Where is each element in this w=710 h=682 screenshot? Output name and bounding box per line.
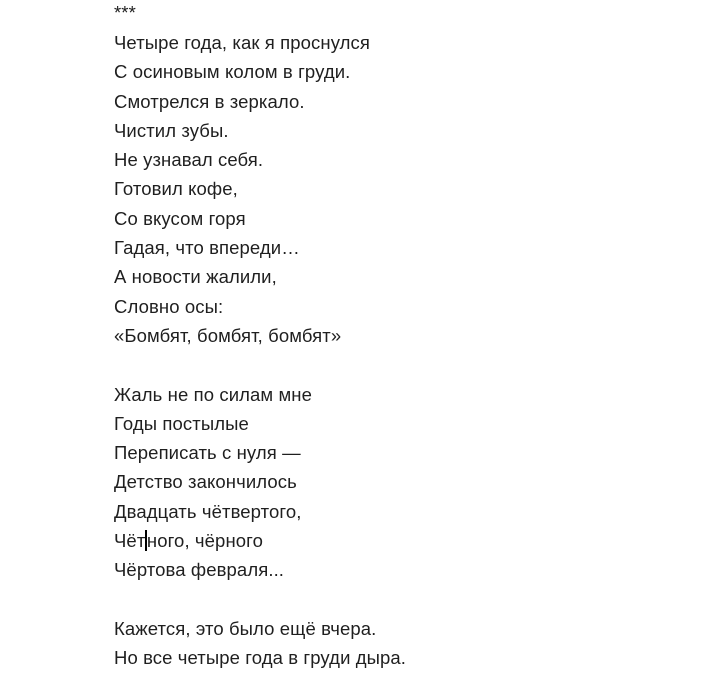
document-body[interactable]	[114, 0, 694, 673]
poem-line: Чёртова февраля...	[114, 559, 285, 581]
poem-line: Не узнавал себя.	[114, 149, 264, 171]
stanza-1	[114, 28, 694, 350]
stanza-gap	[114, 350, 694, 379]
poem-line: Жаль не по силам мне	[114, 383, 312, 405]
stanza-gap	[114, 585, 694, 614]
poem-line: «Бомбят, бомбят, бомбят»	[114, 324, 342, 346]
poem-line: Смотрелся в зеркало.	[114, 90, 305, 112]
poem-line: С осиновым колом в груди.	[114, 61, 351, 83]
stanza-2	[114, 380, 694, 585]
poem-line: Двадцать чётвертого,	[114, 500, 302, 522]
poem-line: Четыре года, как я проснулся	[114, 32, 371, 53]
poem-line: Детство закончилось	[114, 471, 297, 493]
poem-line: Годы постылые	[114, 412, 249, 434]
separator: ***	[114, 2, 136, 23]
poem-line: Но все четыре года в груди дыра.	[114, 647, 407, 669]
poem-line: Гадая, что впереди…	[114, 237, 300, 259]
poem-line: Переписать с нуля —	[114, 442, 301, 464]
poem-line: Кажется, это было ещё вчера.	[114, 617, 377, 639]
poem-line: Чистил зубы.	[114, 119, 229, 141]
caret-line-text-before: Чёт	[114, 530, 146, 552]
poem-line-with-caret	[114, 526, 694, 555]
poem-line: А новости жалили,	[114, 266, 277, 288]
poem-line: Словно осы:	[114, 295, 224, 317]
poem-line: Готовил кофе,	[114, 178, 238, 200]
caret-line-text-after: ного, чёрного	[146, 530, 263, 552]
stanza-3	[114, 614, 694, 673]
poem-line: Со вкусом горя	[114, 207, 246, 229]
